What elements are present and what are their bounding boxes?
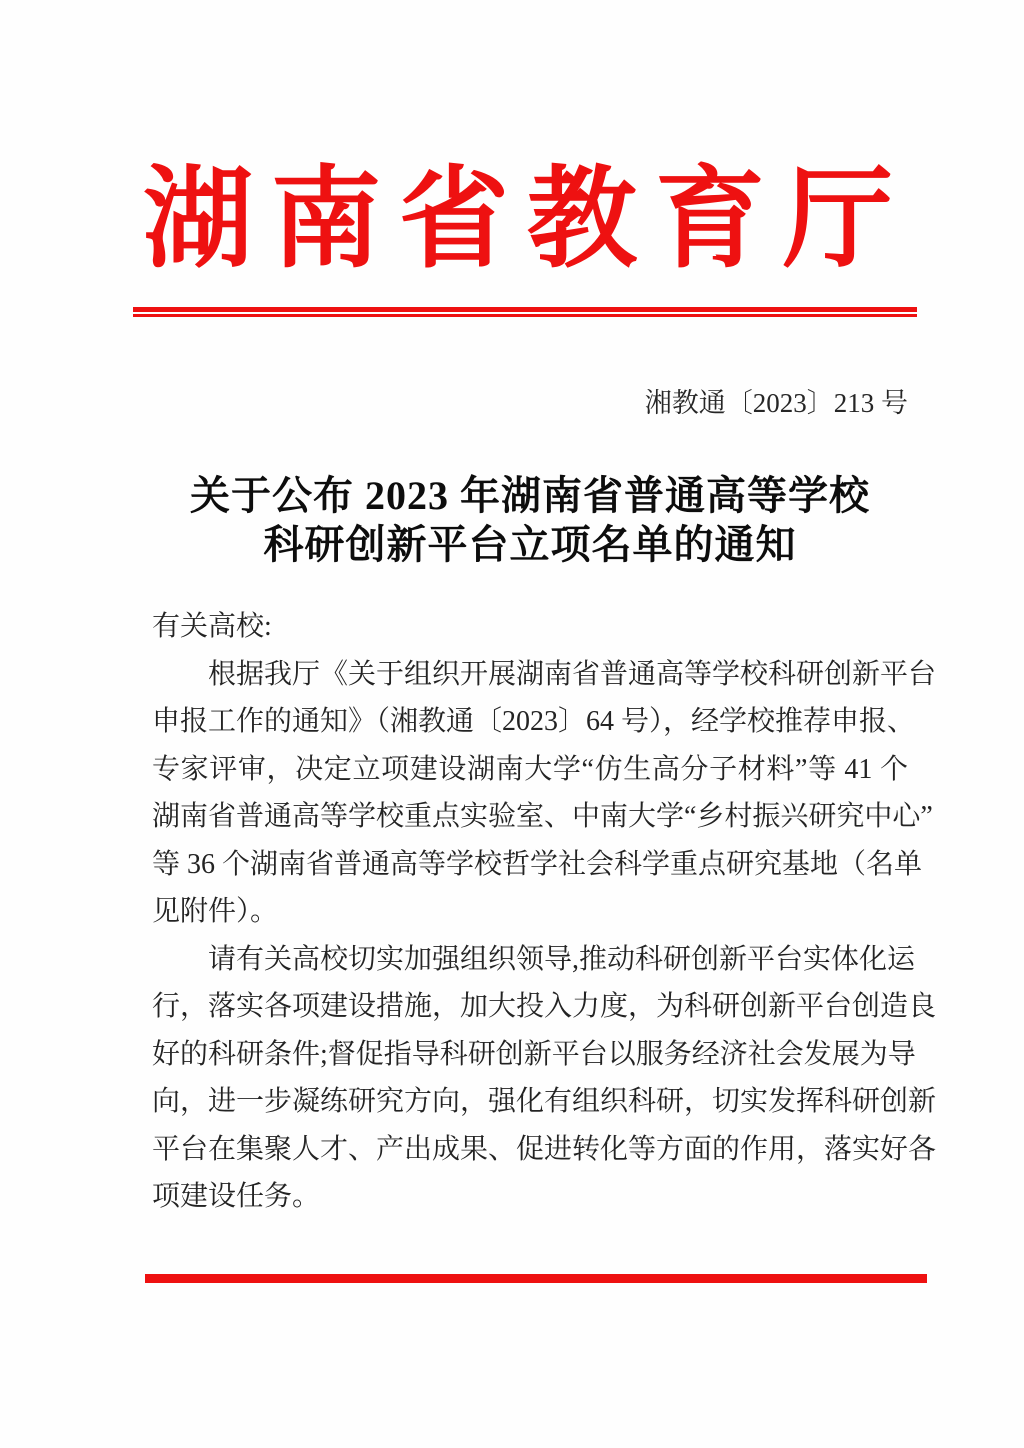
agency-title-character: 教 bbox=[527, 159, 637, 281]
body-line: 根据我厅《关于组织开展湖南省普通高等学校科研创新平台 bbox=[208, 658, 937, 690]
salutation: 有关高校: bbox=[152, 611, 272, 642]
body-line: 请有关高校切实加强组织领导,推动科研创新平台实体化运 bbox=[208, 943, 916, 975]
body-line: 见附件）。 bbox=[152, 896, 279, 927]
agency-title-character: 湖 bbox=[143, 159, 253, 281]
body-line: 向，进一步凝练研究方向，强化有组织科研，切实发挥科研创新 bbox=[152, 1086, 937, 1117]
body-line: 湖南省普通高等学校重点实验室、中南大学“乡村振兴研究中心” bbox=[152, 801, 933, 832]
document-reference-number: 湘教通〔2023〕213 号 bbox=[644, 388, 908, 418]
notice-title bbox=[152, 471, 908, 569]
body-line: 申报工作的通知》（湘教通〔2023〕64 号），经学校推荐申报、 bbox=[152, 706, 916, 737]
body-line: 行，落实各项建设措施，加大投入力度，为科研创新平台创造良 bbox=[152, 991, 937, 1022]
agency-title-character: 厅 bbox=[783, 159, 893, 281]
notice-title-line-2: 科研创新平台立项名单的通知 bbox=[263, 522, 797, 567]
notice-body bbox=[152, 603, 937, 1221]
agency-title-character: 省 bbox=[399, 159, 509, 281]
body-line: 专家评审，决定立项建设湖南大学“仿生高分子材料”等 41 个 bbox=[152, 753, 908, 785]
rule-thin-line bbox=[133, 314, 917, 317]
body-line: 好的科研条件;督促指导科研创新平台以服务经济社会发展为导 bbox=[152, 1038, 916, 1070]
body-line: 平台在集聚人才、产出成果、促进转化等方面的作用，落实好各 bbox=[152, 1133, 937, 1165]
agency-title-character: 育 bbox=[655, 159, 765, 281]
agency-letterhead-title bbox=[143, 150, 893, 290]
agency-title-character: 南 bbox=[271, 159, 381, 281]
footer-red-rule bbox=[145, 1274, 927, 1283]
notice-title-line-1: 关于公布 2023 年湖南省普通高等学校 bbox=[190, 473, 870, 518]
letterhead-double-rule bbox=[133, 307, 917, 317]
body-line: 项建设任务。 bbox=[152, 1181, 321, 1212]
body-line: 等 36 个湖南省普通高等学校哲学社会科学重点研究基地（名单 bbox=[152, 848, 923, 880]
